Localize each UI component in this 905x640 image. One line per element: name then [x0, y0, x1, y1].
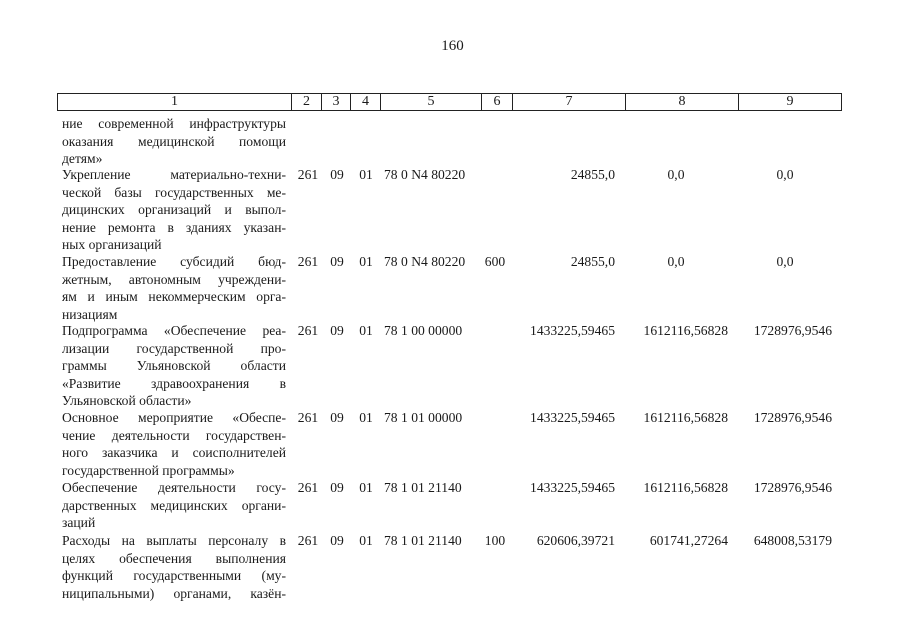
header-col-8: 8 [625, 94, 738, 110]
cell-ministry: 261 [297, 167, 319, 182]
cell-amount-year-2: 0,0 [667, 167, 685, 182]
cell-target-article: 78 0 N4 80220 [384, 167, 466, 182]
name-line: жетным, автономным учреждени- [62, 271, 286, 287]
table-header [57, 93, 842, 111]
name-line: дарственных медицинских органи- [62, 497, 286, 513]
cell-section: 09 [330, 167, 344, 182]
row-name [62, 115, 286, 168]
header-col-2: 2 [291, 94, 321, 110]
page-number: 160 [441, 38, 464, 54]
cell-expense-type: 600 [484, 254, 506, 269]
header-col-5: 5 [380, 94, 481, 110]
cell-amount-year-3: 1728976,9546 [753, 410, 832, 425]
cell-amount-year-2: 0,0 [667, 254, 685, 269]
name-line: лизации государственной про- [62, 340, 286, 356]
name-line: функций государственными (му- [62, 568, 286, 584]
cell-amount-year-2: 1612116,56828 [643, 480, 728, 495]
cell-ministry: 261 [297, 480, 319, 495]
header-col-4: 4 [350, 94, 380, 110]
name-line: ям и иным некоммерческим орга- [62, 289, 286, 305]
cell-target-article: 78 1 01 21140 [384, 533, 462, 548]
cell-section: 09 [330, 410, 344, 425]
cell-section: 09 [330, 480, 344, 495]
cell-amount-year-3: 1728976,9546 [753, 480, 832, 495]
header-col-6: 6 [481, 94, 512, 110]
cell-subsection: 01 [359, 323, 373, 338]
name-line: оказания медицинской помощи [62, 133, 286, 149]
cell-ministry: 261 [297, 533, 319, 548]
header-col-9: 9 [738, 94, 841, 110]
cell-target-article: 78 1 00 00000 [384, 323, 463, 338]
cell-ministry: 261 [297, 410, 319, 425]
cell-subsection: 01 [359, 410, 373, 425]
name-line: Основное мероприятие «Обеспе- [62, 410, 286, 425]
cell-target-article: 78 0 N4 80220 [384, 254, 466, 269]
name-line: ниципальными) органами, казён- [62, 585, 286, 601]
name-line: Расходы на выплаты персоналу в [62, 533, 286, 548]
cell-amount-year-1: 620606,39721 [536, 533, 615, 548]
name-line: дицинских организаций и выпол- [62, 202, 286, 218]
cell-amount-year-3: 648008,53179 [753, 533, 832, 548]
name-line: Подпрограмма «Обеспечение реа- [62, 323, 286, 338]
name-line: Предоставление субсидий бюд- [62, 254, 286, 269]
cell-subsection: 01 [359, 533, 373, 548]
cell-expense-type: 100 [484, 533, 506, 548]
row-name [62, 532, 286, 602]
name-line: Ульяновской области» [62, 393, 192, 409]
cell-amount-year-1: 24855,0 [570, 254, 615, 269]
cell-amount-year-1: 1433225,59465 [530, 480, 615, 495]
name-line: ческой базы государственных ме- [62, 184, 286, 200]
cell-amount-year-3: 1728976,9546 [753, 323, 832, 338]
row-name [62, 166, 286, 254]
name-line: ных организаций [62, 237, 162, 253]
cell-amount-year-3: 0,0 [776, 254, 794, 269]
name-line: целях обеспечения выполнения [62, 550, 286, 566]
cell-section: 09 [330, 533, 344, 548]
cell-amount-year-1: 1433225,59465 [530, 323, 615, 338]
header-col-7: 7 [512, 94, 625, 110]
name-line: государственной программы» [62, 462, 235, 478]
cell-amount-year-2: 601741,27264 [649, 533, 728, 548]
name-line: детям» [62, 151, 103, 167]
cell-subsection: 01 [359, 254, 373, 269]
cell-amount-year-1: 1433225,59465 [530, 410, 615, 425]
cell-amount-year-1: 24855,0 [570, 167, 615, 182]
name-line: низациям [62, 306, 118, 322]
name-line: Укрепление материально-техни- [62, 167, 286, 182]
name-line: граммы Ульяновской области [62, 358, 286, 374]
cell-section: 09 [330, 254, 344, 269]
cell-ministry: 261 [297, 254, 319, 269]
cell-amount-year-2: 1612116,56828 [643, 410, 728, 425]
cell-target-article: 78 1 01 00000 [384, 410, 463, 425]
row-name [62, 409, 286, 479]
cell-target-article: 78 1 01 21140 [384, 480, 462, 495]
name-line: нение ремонта в зданиях указан- [62, 219, 286, 235]
name-line: заций [62, 515, 96, 531]
name-line: «Развитие здравоохранения в [62, 375, 286, 391]
name-line: ного заказчика и соисполнителей [62, 445, 286, 461]
cell-amount-year-3: 0,0 [776, 167, 794, 182]
name-line: Обеспечение деятельности госу- [62, 480, 286, 495]
header-col-3: 3 [321, 94, 350, 110]
row-name [62, 253, 286, 323]
row-name [62, 322, 286, 410]
row-name [62, 479, 286, 532]
cell-subsection: 01 [359, 167, 373, 182]
name-line: чение деятельности государствен- [62, 427, 286, 443]
cell-subsection: 01 [359, 480, 373, 495]
cell-section: 09 [330, 323, 344, 338]
header-col-1: 1 [171, 94, 178, 109]
cell-ministry: 261 [297, 323, 319, 338]
name-line: ние современной инфраструктуры [62, 116, 286, 131]
cell-amount-year-2: 1612116,56828 [643, 323, 728, 338]
